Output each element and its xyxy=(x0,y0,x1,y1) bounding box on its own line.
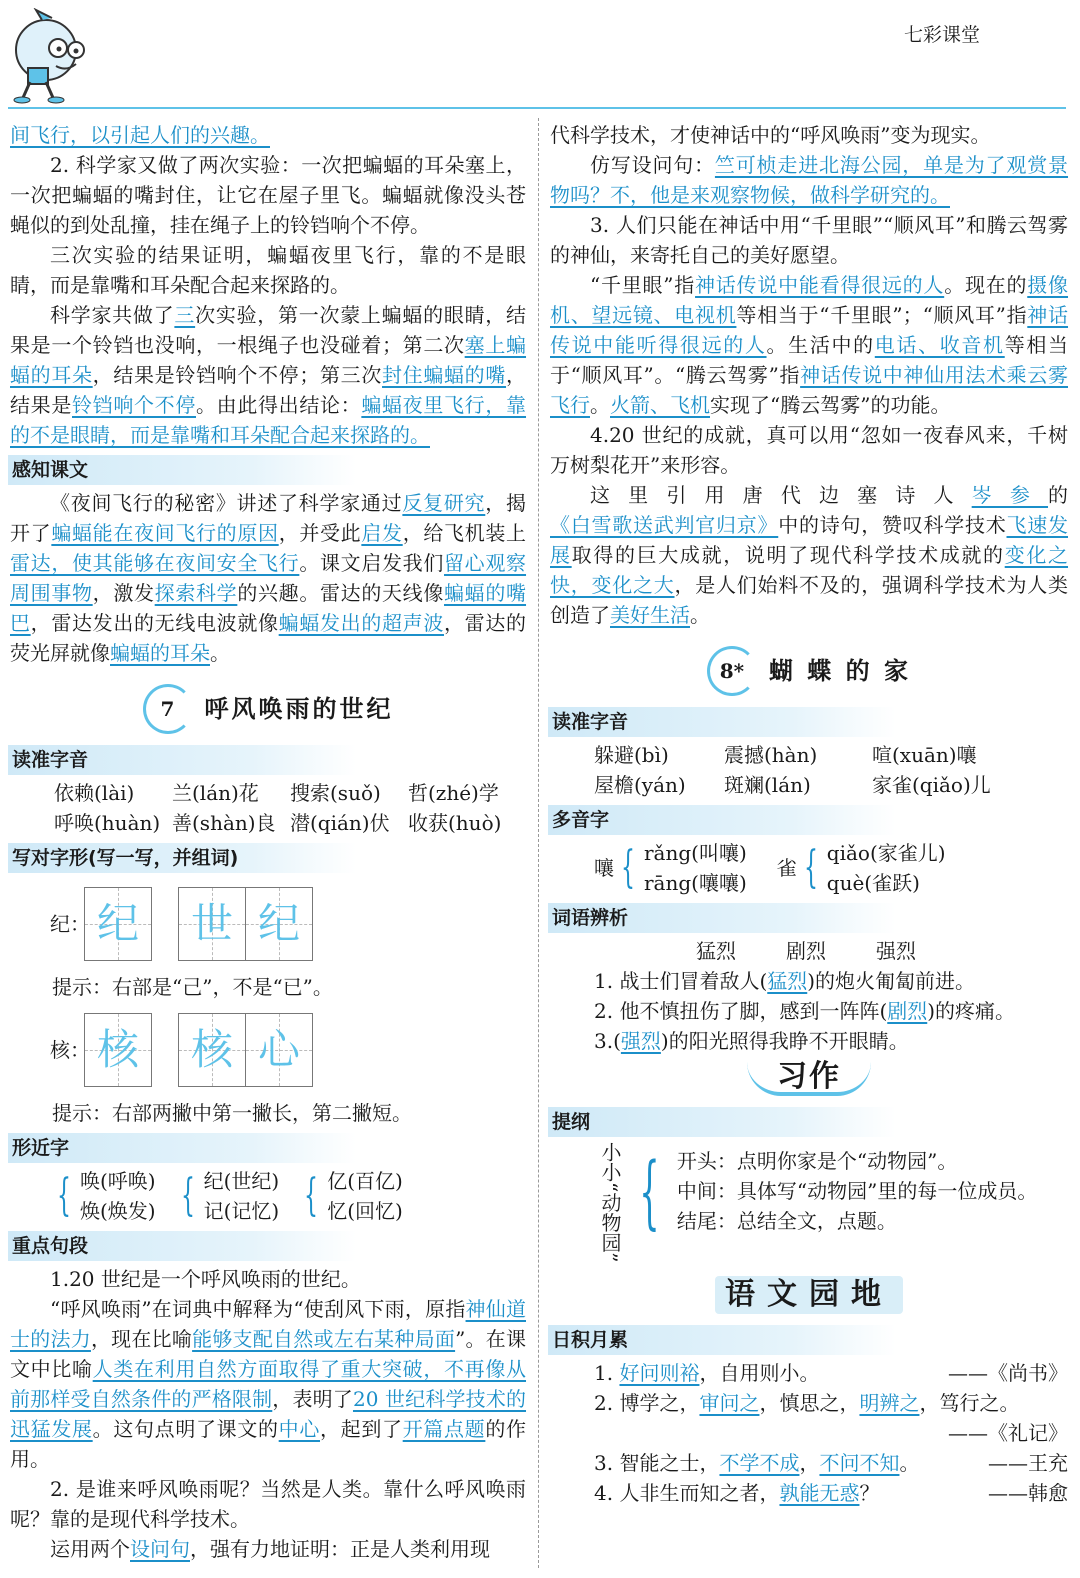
section-heading: 写对字形(写一写，并组词) xyxy=(8,843,356,873)
section-heading: 读准字音 xyxy=(8,745,356,775)
accumulation-item: 4. 人非生而知之者，孰能无惑？ ——韩愈 xyxy=(550,1478,1068,1508)
paragraph: 《夜间飞行的秘密》讲述了科学家通过反复研究，揭开了蝙蝠能在夜间飞行的原因，并受此启发，给飞机装上雷达，使其能够在夜间安全飞行。课文启发我们留心观察周围事物，激发探索科学的兴趣。雷达的天线像蝙蝠的嘴巴，雷达发出的无线电波就像蝙蝠发出的超声波，雷达的荧光屏就像蝙蝠的耳朵。 xyxy=(10,491,527,665)
grid-label: 核： xyxy=(50,1038,90,1062)
pinyin-row: 呼唤(huàn) 善(shàn)良 潜(qián)伏 收获(huò) xyxy=(54,811,502,835)
lesson-name: 蝴 蝶 的 家 xyxy=(768,656,912,685)
lesson-title xyxy=(10,678,526,740)
tian-cell: 核 xyxy=(178,1013,246,1087)
grid-label: 纪： xyxy=(50,912,90,936)
similar-chars: { 唤(呼唤) 焕(焕发) { 纪(世纪) 记(记忆) { 亿(百亿) 忆(回忆) xyxy=(57,1169,403,1223)
word-options: 猛烈 剧烈 强烈 xyxy=(696,939,916,963)
tian-cell: 纪 xyxy=(246,887,313,961)
header-rule xyxy=(8,107,1066,109)
paragraph: 仿写设问句：竺可桢走进北海公园，单是为了观赏景物吗？不，他是来观察物候，做科学研究的。 xyxy=(550,153,1069,207)
right-column xyxy=(550,120,1068,1508)
tian-cell: 心 xyxy=(246,1013,313,1087)
accumulation-item: 1. 好问则裕，自用则小。 ——《尚书》 xyxy=(550,1358,1068,1388)
mascot-logo xyxy=(6,8,96,104)
paragraph: 4.20 世纪的成就，真可以用“忽如一夜春风来，千树万树梨花开”来形容。 xyxy=(550,423,1068,477)
section-heading: 词语辨析 xyxy=(548,903,896,933)
outline: 小小“动物园” { 开头：点明你家是个“动物园”。 中间：具体写“动物园”里的每一位成员。 结尾：总结全文，点题。 xyxy=(598,1142,1038,1263)
paragraph: 科学家共做了三次实验，第一次蒙上蝙蝠的眼睛，结果是一个铃铛也没响，一根绳子也没碰着；第二次塞上蝙蝠的耳朵，结果是铃铛响个不停；第三次封住蝙蝠的嘴，结果是铃铛响个不停。由此得出结论：蝙蝠夜里飞行，靠的不是眼睛，而是靠嘴和耳朵配合起来探路的。 xyxy=(10,303,527,447)
exercise-line: 3.(强烈)的阳光照得我睁不开眼睛。 xyxy=(594,1029,909,1053)
section-heading: 多音字 xyxy=(548,805,896,835)
xizuo-heading: 习作 xyxy=(550,1062,1068,1096)
paragraph: 间飞行，以引起人们的兴趣。 xyxy=(10,123,270,147)
section-heading: 提纲 xyxy=(548,1107,896,1137)
tian-cell: 核 xyxy=(84,1013,152,1087)
tian-cell: 纪 xyxy=(84,887,152,961)
polyphone-list: 嚷 { rǎng(叫嚷) rāng(嚷嚷) 雀 { qiǎo(家雀儿) què(雀跃) xyxy=(594,841,946,895)
yuwen-yuandi-heading: 语文园地 xyxy=(550,1276,1068,1314)
accumulation-item: 3. 智能之士，不学不成，不问不知。 ——王充 xyxy=(550,1448,1068,1478)
tian-cell: 世 xyxy=(178,887,246,961)
outline-title: 小小“动物园” xyxy=(598,1142,622,1263)
quote-source: ——王充 xyxy=(988,1451,1068,1476)
pinyin-row: 依赖(lài) 兰(lán)花 搜索(suǒ) 哲(zhé)学 xyxy=(54,781,499,805)
outline-item: 中间：具体写“动物园”里的每一位成员。 xyxy=(676,1179,1038,1203)
tip-text: 提示：右部是“己”，不是“已”。 xyxy=(52,975,333,999)
brand-name: 七彩课堂 xyxy=(903,24,980,46)
lesson-number: 7 xyxy=(143,684,193,734)
exercise-line: 2. 他不慎扭伤了脚，感到一阵阵(剧烈)的疼痛。 xyxy=(594,999,1016,1023)
pinyin-row: 躲避(bì) 震撼(hàn) 喧(xuān)嚷 xyxy=(594,743,977,767)
page-header xyxy=(0,0,1080,110)
paragraph: 2. 是谁来呼风唤雨呢？当然是人类。靠什么呼风唤雨呢？靠的是现代科学技术。 xyxy=(10,1477,526,1531)
section-heading: 重点句段 xyxy=(8,1231,356,1261)
pinyin-row: 屋檐(yán) 斑斓(lán) 家雀(qiǎo)儿 xyxy=(594,773,991,797)
paragraph: 3. 人们只能在神话中用“千里眼”“顺风耳”和腾云驾雾的神仙，来寄托自己的美好愿望。 xyxy=(550,213,1068,267)
accumulation-list xyxy=(550,1358,1068,1508)
exercise-line: 1. 战士们冒着敌人(猛烈)的炮火匍匐前进。 xyxy=(594,969,976,993)
writing-grid xyxy=(10,876,526,972)
section-heading: 读准字音 xyxy=(548,707,896,737)
paragraph: “呼风唤雨”在词典中解释为“使刮风下雨，原指神仙道士的法力，现在比喻能够支配自然或左右某种局面”。在课文中比喻人类在利用自然方面取得了重大突破，不再像从前那样受自然条件的严格限制，表明了20 世纪科学技术的迅猛发展。这句点明了课文的中心，起到了开篇点题的作用。 xyxy=(10,1297,527,1471)
quote-source: ——《礼记》 xyxy=(948,1421,1068,1446)
paragraph: 1.20 世纪是一个呼风唤雨的世纪。 xyxy=(50,1267,361,1291)
section-heading: 日积月累 xyxy=(548,1325,896,1355)
left-column xyxy=(10,120,526,1564)
writing-grid xyxy=(10,1002,526,1098)
lesson-number: 8* xyxy=(707,646,757,696)
section-heading: 感知课文 xyxy=(8,455,356,485)
tip-text: 提示：右部两撇中第一撇长，第二撇短。 xyxy=(52,1101,412,1125)
paragraph: 这里引用唐代边塞诗人岑参的《白雪歌送武判官归京》中的诗句，赞叹科学技术飞速发展取得的巨大成就，说明了现代科学技术成就的变化之快，变化之大，是人们始料不及的，强调科学技术为人类创造了美好生活。 xyxy=(550,483,1069,627)
outline-item: 结尾：总结全文，点题。 xyxy=(676,1209,897,1233)
paragraph: 运用两个设问句，强有力地证明：正是人类利用现 xyxy=(50,1537,490,1561)
lesson-title xyxy=(550,640,1068,702)
quote-source: ——《尚书》 xyxy=(948,1361,1068,1386)
paragraph: “千里眼”指神话传说中能看得很远的人。现在的摄像机、望远镜、电视机等相当于“千里眼”；“顺风耳”指神话传说中能听得很远的人。生活中的电话、收音机等相当于“顺风耳”。“腾云驾雾”指神话传说中神仙用法术乘云雾飞行。火箭、飞机实现了“腾云驾雾”的功能。 xyxy=(550,273,1069,417)
quote-source: ——韩愈 xyxy=(988,1481,1068,1506)
paragraph: 三次实验的结果证明，蝙蝠夜里飞行，靠的不是眼睛，而是靠嘴和耳朵配合起来探路的。 xyxy=(10,243,526,297)
paragraph: 2. 科学家又做了两次实验：一次把蝙蝠的耳朵塞上，一次把蝙蝠的嘴封住，让它在屋子里飞。蝙蝠就像没头苍蝇似的到处乱撞，挂在绳子上的铃铛响个不停。 xyxy=(10,153,526,237)
section-heading: 形近字 xyxy=(8,1133,356,1163)
paragraph: 代科学技术，才使神话中的“呼风唤雨”变为现实。 xyxy=(550,123,991,147)
column-divider xyxy=(538,118,539,1568)
outline-item: 开头：点明你家是个“动物园”。 xyxy=(676,1149,958,1173)
accumulation-item: 2. 博学之，审问之，慎思之，明辨之，笃行之。 xyxy=(594,1391,1020,1416)
lesson-name: 呼风唤雨的世纪 xyxy=(204,694,394,723)
